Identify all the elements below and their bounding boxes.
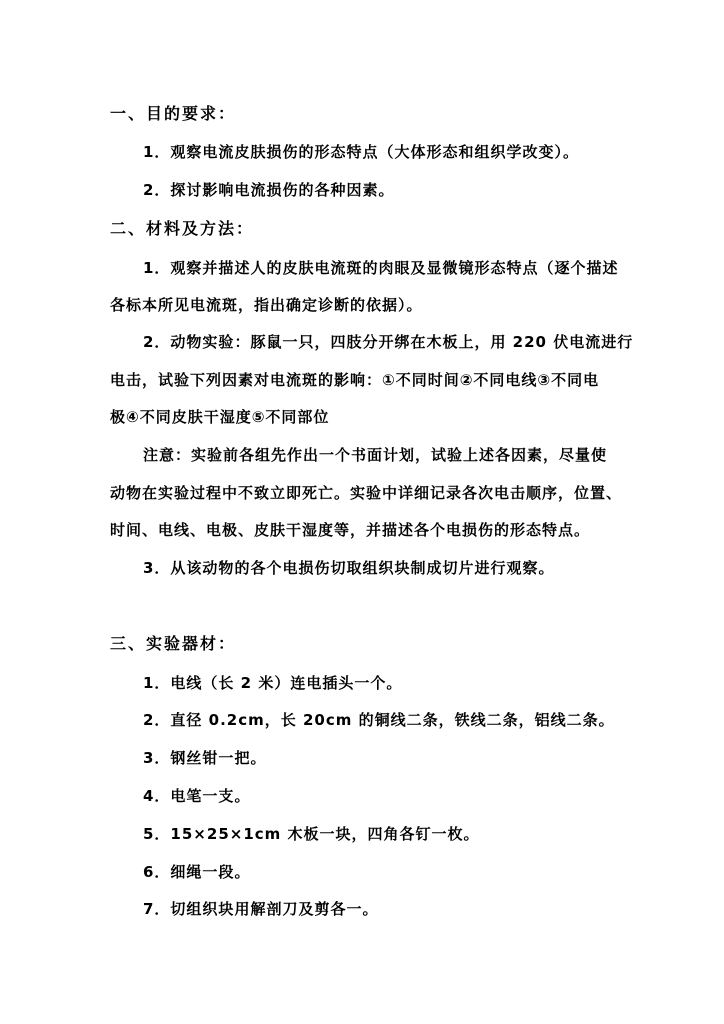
method-item-1-line-1: 1．观察并描述人的皮肤电流斑的肉眼及显微镜形态特点（逐个描述 (143, 259, 619, 277)
note-line-2: 动物在实验过程中不致立即死亡。实验中详细记录各次电击顺序，位置、 (110, 484, 623, 502)
method-item-3: 3．从该动物的各个电损伤切取组织块制成切片进行观察。 (143, 559, 555, 577)
equipment-item-3: 3．钢丝钳一把。 (143, 749, 267, 767)
equipment-item-6: 6．细绳一段。 (143, 863, 251, 881)
method-item-1-line-2: 各标本所见电流斑，指出确定诊断的依据）。 (110, 296, 423, 314)
method-item-2-line-1: 2．动物实验：豚鼠一只，四肢分开绑在木板上，用 220 伏电流进行 (143, 333, 634, 351)
equipment-item-7: 7．切组织块用解剖刀及剪各一。 (143, 900, 379, 918)
equipment-item-4: 4．电笔一支。 (143, 787, 251, 805)
method-item-2-line-2: 电击，试验下列因素对电流斑的影响：①不同时间②不同电线③不同电 (110, 371, 600, 389)
purpose-item-2: 2．探讨影响电流损伤的各种因素。 (143, 181, 395, 199)
equipment-item-2: 2．直径 0.2cm，长 20cm 的铜线二条，铁线二条，铝线二条。 (143, 711, 615, 729)
section-heading-purpose: 一、目的要求： (110, 104, 237, 123)
equipment-item-1: 1．电线（长 2 米）连电插头一个。 (143, 674, 403, 692)
section-heading-equipment: 三、实验器材： (110, 634, 237, 653)
note-line-1: 注意：实验前各组先作出一个书面计划，试验上述各因素，尽量使 (143, 446, 608, 464)
note-line-3: 时间、电线、电极、皮肤干湿度等，并描述各个电损伤的形态特点。 (110, 521, 591, 539)
purpose-item-1: 1．观察电流皮肤损伤的形态特点（大体形态和组织学改变）。 (143, 143, 579, 161)
method-item-2-line-3: 极④不同皮肤干湿度⑤不同部位 (110, 408, 330, 426)
section-heading-materials-methods: 二、材料及方法： (110, 219, 255, 238)
equipment-item-5: 5．15×25×1cm 木板一块，四角各钉一枚。 (143, 825, 480, 843)
